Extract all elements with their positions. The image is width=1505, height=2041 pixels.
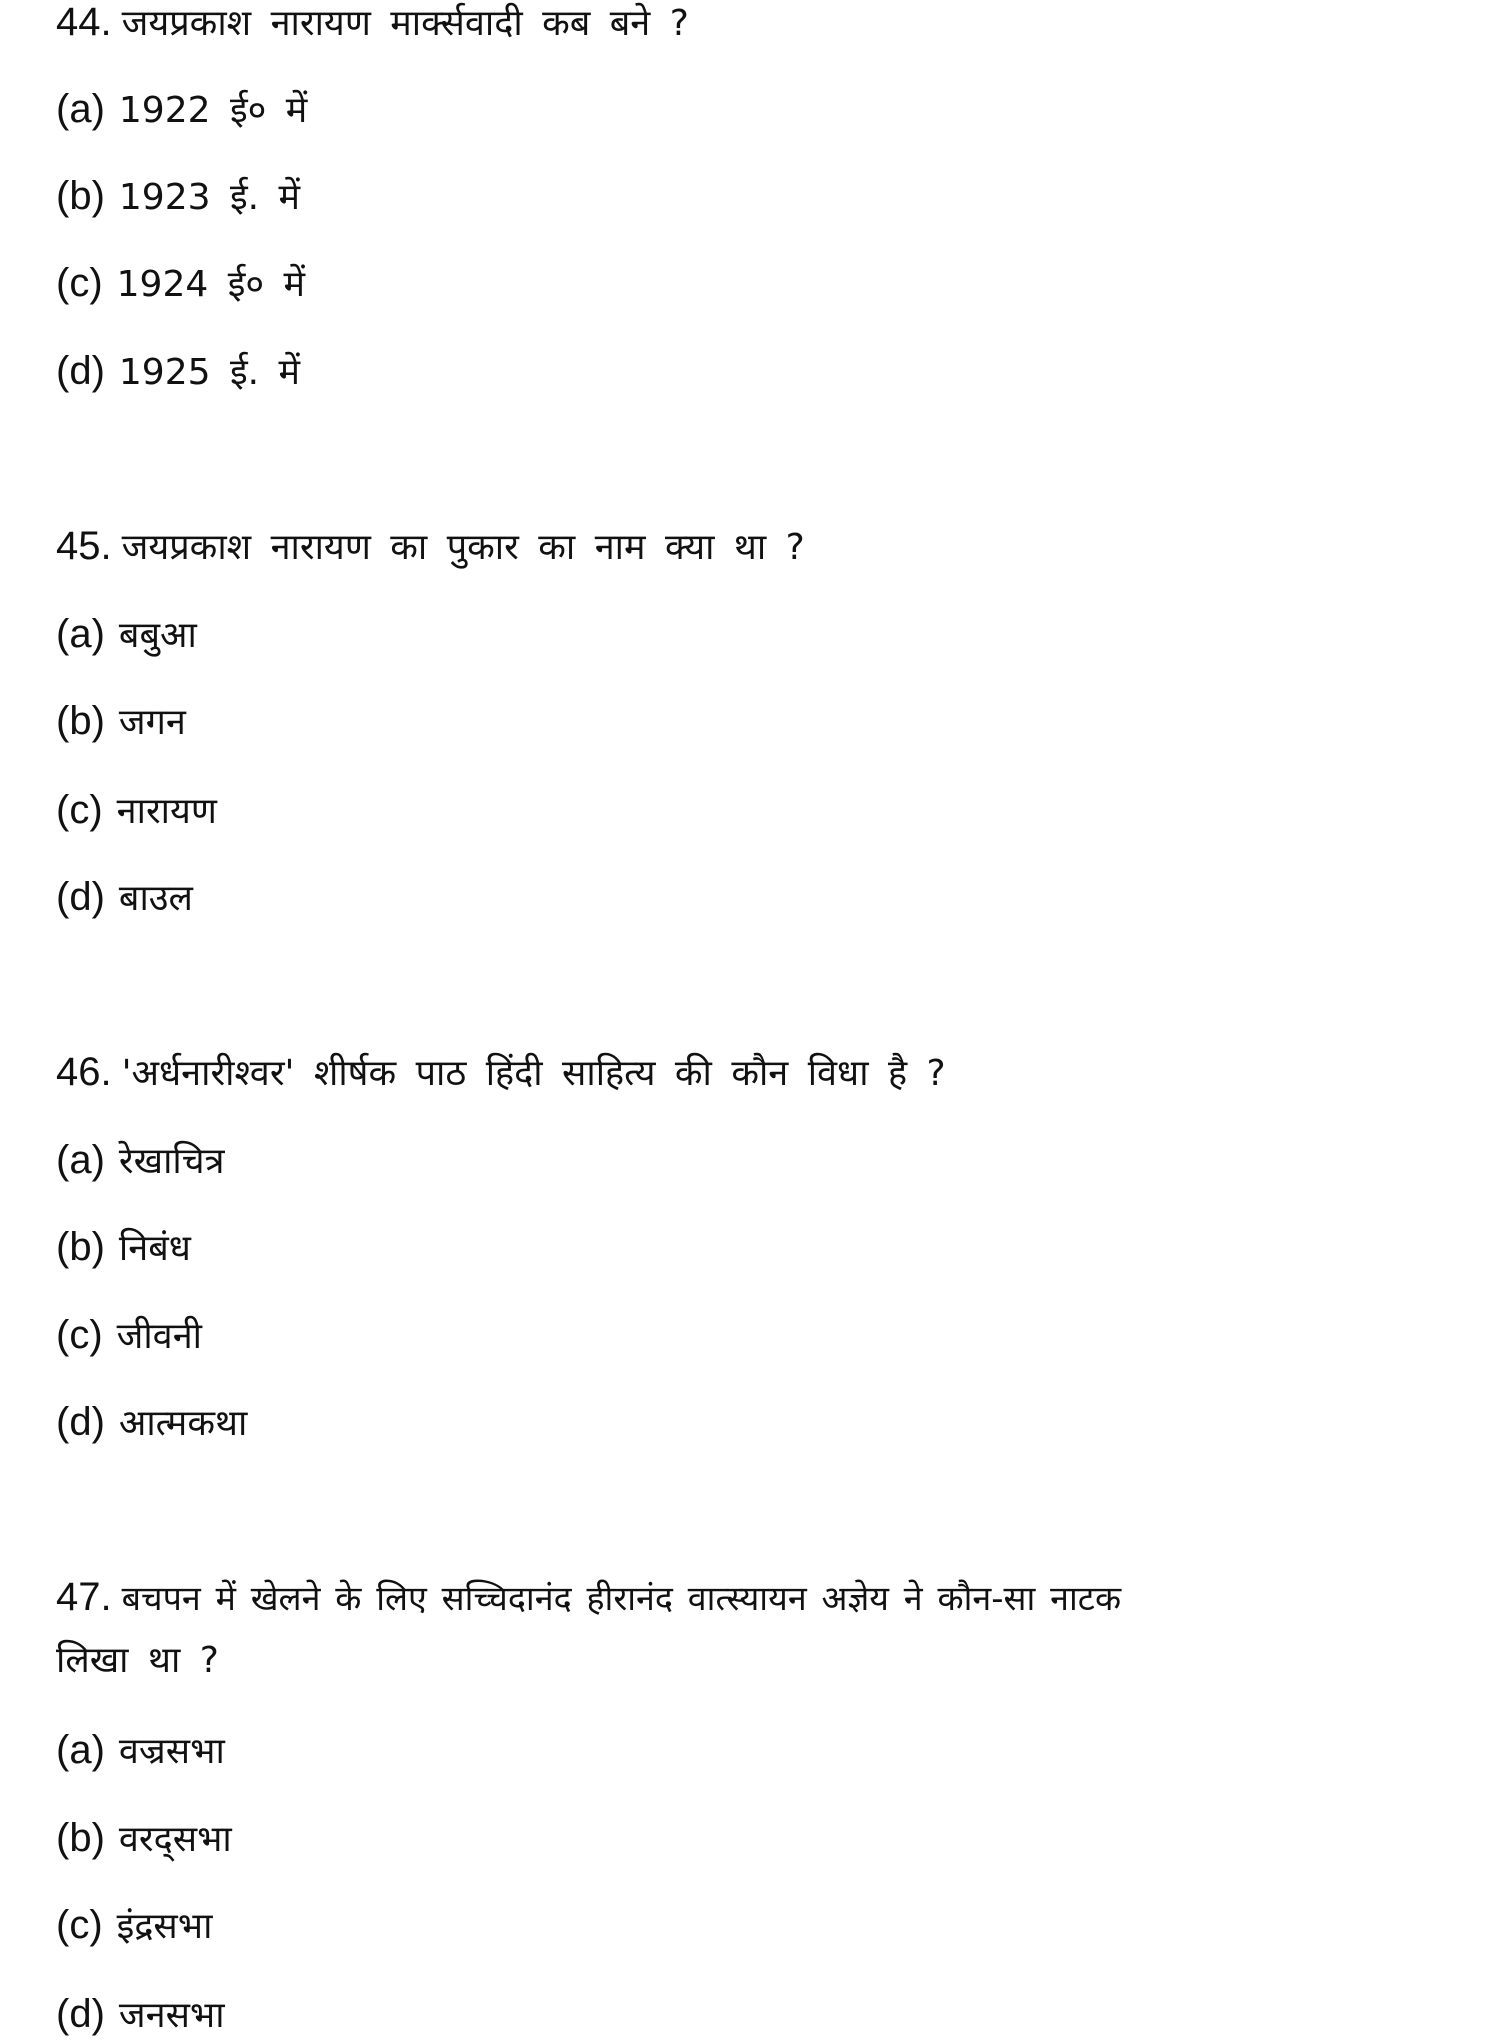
option-46-d [56,1397,247,1449]
option-label: (a) [56,1138,105,1182]
option-44-a [56,84,307,136]
question-text-continued: लिखा था ? [56,1640,219,1681]
question-text: जयप्रकाश नारायण का पुकार का नाम क्या था ? [121,527,805,568]
question-44 [56,0,689,49]
question-45 [56,521,805,573]
option-label: (c) [56,1313,103,1357]
option-label: (d) [56,349,105,393]
option-text: 1924 ई० में [116,264,306,305]
option-label: (d) [56,1992,105,2036]
option-label: (a) [56,87,105,131]
option-46-a [56,1135,224,1187]
question-47-line2 [56,1636,219,1686]
option-text: नारायण [116,791,217,832]
option-44-b [56,171,300,223]
option-text: जगन [118,702,186,743]
option-text: वरद्सभा [118,1819,232,1860]
question-number: 46. [56,1050,112,1094]
option-label: (b) [56,699,105,743]
option-text: 1923 ई. में [118,177,301,218]
option-text: इंद्रसभा [116,1906,213,1947]
option-text: 1922 ई० में [118,90,308,131]
option-44-c [56,258,305,310]
option-47-b [56,1813,232,1865]
question-47 [56,1572,1121,1624]
option-45-b [56,696,186,748]
option-45-d [56,872,193,924]
option-label: (d) [56,1400,105,1444]
question-46 [56,1047,946,1099]
option-label: (b) [56,1225,105,1269]
option-text: जीवनी [116,1316,202,1357]
question-text: जयप्रकाश नारायण मार्क्सवादी कब बने ? [121,3,689,44]
option-label: (b) [56,174,105,218]
option-text: वज्रसभा [118,1731,225,1772]
option-44-d [56,346,300,398]
option-text: 1925 ई. में [118,352,301,393]
option-46-c [56,1310,202,1362]
option-text: बबुआ [118,615,197,656]
option-text: जनसभा [118,1995,225,2036]
option-47-a [56,1725,225,1777]
option-text: आत्मकथा [118,1403,248,1444]
option-45-c [56,785,217,837]
option-label: (c) [56,1903,103,1947]
option-label: (c) [56,261,103,305]
option-text: बाउल [118,878,193,919]
option-label: (c) [56,788,103,832]
question-text: बचपन में खेलने के लिए सच्चिदानंद हीरानंद वात्स्यायन अज्ञेय ने कौन-सा नाटक [121,1579,1122,1619]
option-label: (a) [56,1728,105,1772]
option-text: निबंध [118,1228,191,1269]
option-text: रेखाचित्र [118,1141,225,1182]
question-number: 44. [56,0,112,44]
option-label: (a) [56,612,105,656]
option-label: (b) [56,1816,105,1860]
question-number: 45. [56,524,112,568]
option-47-d [56,1989,225,2041]
option-47-c [56,1900,212,1952]
option-label: (d) [56,875,105,919]
option-46-b [56,1222,191,1274]
question-number: 47. [56,1575,112,1619]
option-45-a [56,609,197,661]
question-text: 'अर्धनारीश्वर' शीर्षक पाठ हिंदी साहित्य की कौन विधा है ? [121,1053,946,1094]
